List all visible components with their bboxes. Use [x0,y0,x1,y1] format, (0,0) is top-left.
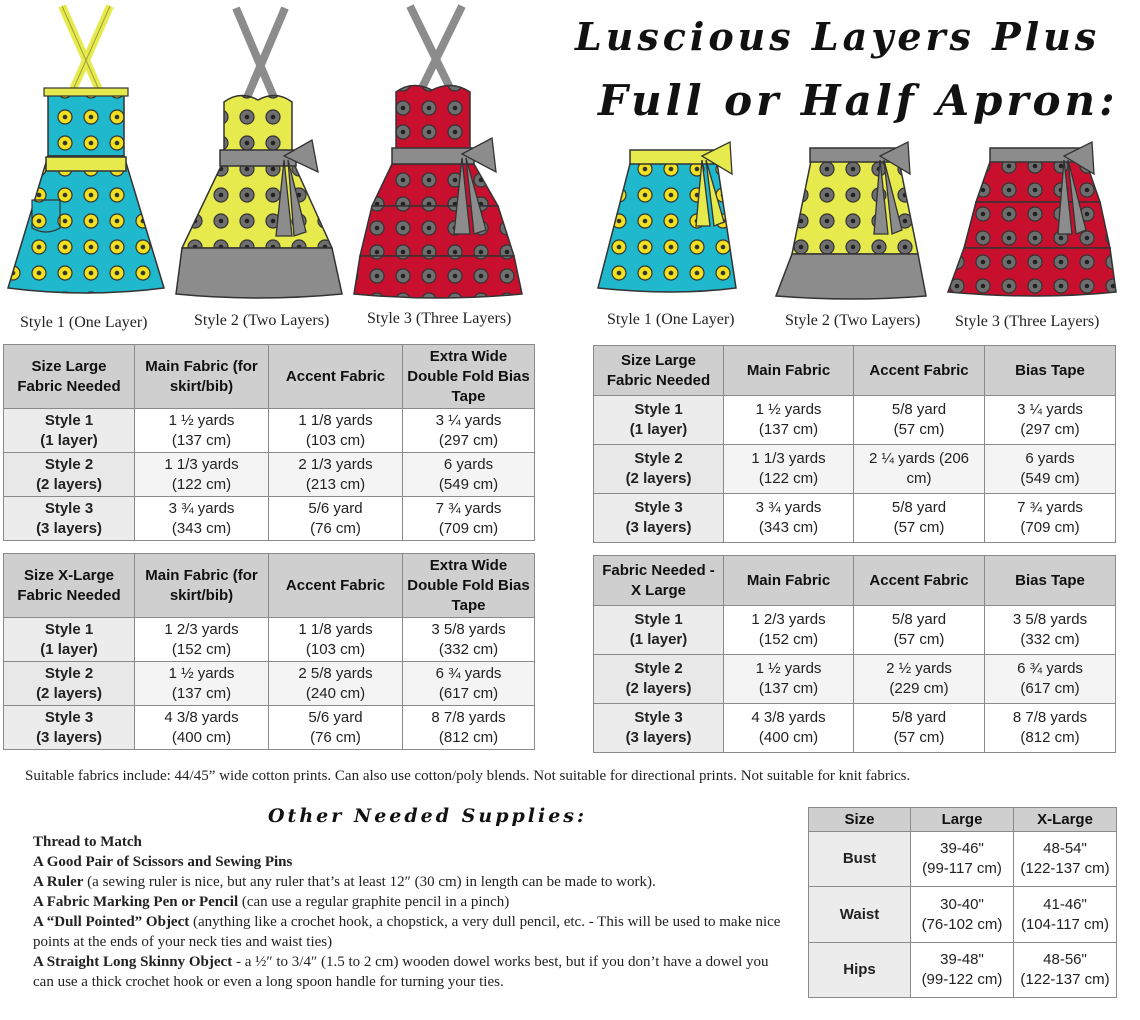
accent-fabric-cell: 5/8 yard (57 cm) [854,704,985,753]
row-label: Style 3 (3 layers) [4,706,135,750]
row-label: Style 1 (1 layer) [4,618,135,662]
header-main-fabric: Main Fabric (for skirt/bib) [135,554,269,618]
header-bias-tape: Bias Tape [985,556,1116,606]
bias-tape-cell: 6 yards (549 cm) [403,453,535,497]
bust-label: Bust [809,832,911,887]
accent-fabric-cell: 2 ½ yards (229 cm) [854,655,985,704]
header-accent-fabric: Accent Fabric [269,554,403,618]
size-chart-table [808,807,1117,998]
accent-fabric-cell: 5/6 yard (76 cm) [269,497,403,541]
header-bias-tape: Bias Tape [985,346,1116,396]
supply-item: A Fabric Marking Pen or Pencil (can use a regular graphite pencil in a pinch) [33,894,510,910]
supply-item: A Straight Long Skinny Object - a ½″ to 3/4″ (1.5 to 2 cm) wooden dowel works best, but if you don’t have a dowel you can use a thick crochet hook or even a long spoon handle for turning your ties. [33,954,769,990]
main-fabric-cell: 1 2/3 yards (152 cm) [724,606,854,655]
page-title-line2: Full or Half Apron: [598,76,1119,125]
bias-tape-cell: 6 ¾ yards (617 cm) [985,655,1116,704]
accent-fabric-cell: 2 1/3 yards (213 cm) [269,453,403,497]
header-accent-fabric: Accent Fabric [854,346,985,396]
bias-tape-cell: 8 7/8 yards (812 cm) [985,704,1116,753]
supplies-list [33,832,793,992]
half-apron-style-3 [948,142,1116,296]
header-accent-fabric: Accent Fabric [269,345,403,409]
accent-fabric-cell: 1 1/8 yards (103 cm) [269,409,403,453]
bias-tape-cell: 3 5/8 yards (332 cm) [985,606,1116,655]
bust-xlarge: 48-54" (122-137 cm) [1014,832,1117,887]
half-caption-2: Style 2 (Two Layers) [785,312,921,329]
main-fabric-cell: 3 ¾ yards (343 cm) [724,494,854,543]
supply-item: A “Dull Pointed” Object (anything like a crochet hook, a chopstick, a very dull pencil, etc. - This will be used to make nice points at the ends of your neck ties and waist ties) [33,914,781,950]
half-apron-style-1 [598,142,736,292]
header-size: Size X-Large Fabric Needed [4,554,135,618]
half-caption-1: Style 1 (One Layer) [607,311,735,328]
bust-large: 39-46" (99-117 cm) [911,832,1014,887]
header-main-fabric: Main Fabric (for skirt/bib) [135,345,269,409]
header-accent-fabric: Accent Fabric [854,556,985,606]
main-fabric-cell: 1 ½ yards (137 cm) [135,662,269,706]
bias-tape-cell: 7 ¾ yards (709 cm) [985,494,1116,543]
header-size: Size Large Fabric Needed [4,345,135,409]
bias-tape-cell: 8 7/8 yards (812 cm) [403,706,535,750]
full-apron-style-2 [176,8,342,298]
bias-tape-cell: 3 ¼ yards (297 cm) [985,396,1116,445]
half-xlarge-table [593,555,1116,753]
header-size: Fabric Needed - X Large [594,556,724,606]
accent-fabric-cell: 2 5/8 yards (240 cm) [269,662,403,706]
full-caption-3: Style 3 (Three Layers) [367,310,512,327]
hips-label: Hips [809,943,911,998]
half-apron-illustrations [580,130,1140,305]
row-label: Style 3 (3 layers) [4,497,135,541]
bias-tape-cell: 7 ¾ yards (709 cm) [403,497,535,541]
row-label: Style 2 (2 layers) [594,445,724,494]
hips-xlarge: 48-56" (122-137 cm) [1014,943,1117,998]
accent-fabric-cell: 5/8 yard (57 cm) [854,494,985,543]
accent-fabric-cell: 5/6 yard (76 cm) [269,706,403,750]
full-xlarge-table [3,553,535,750]
header-bias-tape: Extra Wide Double Fold Bias Tape [403,554,535,618]
full-caption-1: Style 1 (One Layer) [20,314,148,331]
supply-item: A Good Pair of Scissors and Sewing Pins [33,854,293,870]
full-apron-style-1 [8,6,164,293]
accent-fabric-cell: 2 ¼ yards (206 cm) [854,445,985,494]
supply-item: Thread to Match [33,834,142,850]
supply-item: A Ruler (a sewing ruler is nice, but any ruler that’s at least 12″ (30 cm) in length can be made to work). [33,874,656,890]
row-label: Style 2 (2 layers) [4,662,135,706]
waist-large: 30-40" (76-102 cm) [911,887,1014,943]
row-label: Style 2 (2 layers) [4,453,135,497]
header-main-fabric: Main Fabric [724,346,854,396]
header-size: Size Large Fabric Needed [594,346,724,396]
full-apron-illustrations [0,0,560,305]
header-size: Size [809,808,911,832]
bias-tape-cell: 6 ¾ yards (617 cm) [403,662,535,706]
page-title-line1: Luscious Layers Plus [575,14,1101,59]
header-bias-tape: Extra Wide Double Fold Bias Tape [403,345,535,409]
main-fabric-cell: 4 3/8 yards (400 cm) [135,706,269,750]
accent-fabric-cell: 5/8 yard (57 cm) [854,396,985,445]
main-fabric-cell: 1 2/3 yards (152 cm) [135,618,269,662]
full-caption-2: Style 2 (Two Layers) [194,312,330,329]
row-label: Style 3 (3 layers) [594,704,724,753]
main-fabric-cell: 1 1/3 yards (122 cm) [135,453,269,497]
header-large: Large [911,808,1014,832]
bias-tape-cell: 3 5/8 yards (332 cm) [403,618,535,662]
row-label: Style 3 (3 layers) [594,494,724,543]
bias-tape-cell: 6 yards (549 cm) [985,445,1116,494]
half-caption-3: Style 3 (Three Layers) [955,313,1100,330]
row-label: Style 1 (1 layer) [594,396,724,445]
waist-xlarge: 41-46" (104-117 cm) [1014,887,1117,943]
half-large-table [593,345,1116,543]
main-fabric-cell: 3 ¾ yards (343 cm) [135,497,269,541]
full-apron-style-3 [354,6,522,298]
accent-fabric-cell: 1 1/8 yards (103 cm) [269,618,403,662]
main-fabric-cell: 1 ½ yards (137 cm) [724,396,854,445]
waist-label: Waist [809,887,911,943]
accent-fabric-cell: 5/8 yard (57 cm) [854,606,985,655]
supplies-title: Other Needed Supplies: [268,805,588,827]
fabric-note: Suitable fabrics include: 44/45” wide cotton prints. Can also use cotton/poly blends. Not suitable for directional prints. Not suitable for knit fabrics. [25,768,911,784]
header-main-fabric: Main Fabric [724,556,854,606]
row-label: Style 2 (2 layers) [594,655,724,704]
main-fabric-cell: 1 ½ yards (137 cm) [135,409,269,453]
main-fabric-cell: 4 3/8 yards (400 cm) [724,704,854,753]
hips-large: 39-48" (99-122 cm) [911,943,1014,998]
main-fabric-cell: 1 1/3 yards (122 cm) [724,445,854,494]
bias-tape-cell: 3 ¼ yards (297 cm) [403,409,535,453]
half-apron-style-2 [776,142,926,299]
full-large-table [3,344,535,541]
row-label: Style 1 (1 layer) [4,409,135,453]
header-xlarge: X-Large [1014,808,1117,832]
main-fabric-cell: 1 ½ yards (137 cm) [724,655,854,704]
row-label: Style 1 (1 layer) [594,606,724,655]
